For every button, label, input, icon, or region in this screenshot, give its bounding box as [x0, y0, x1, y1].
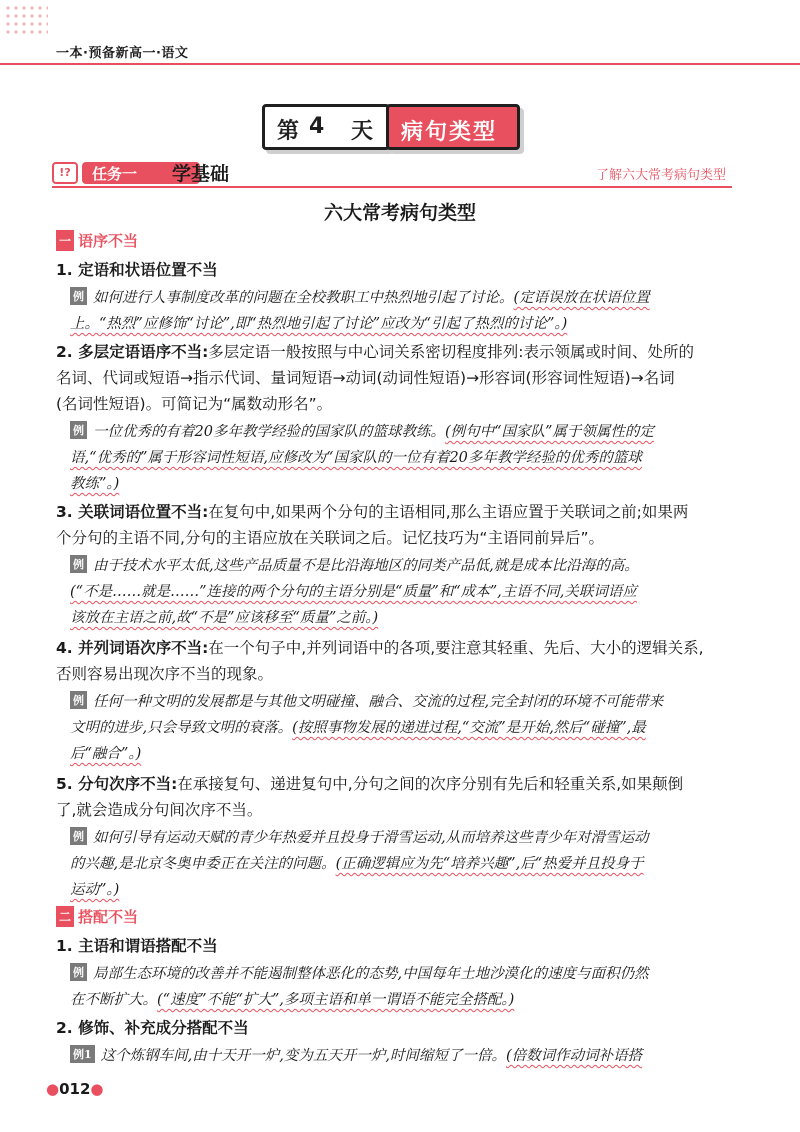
example-tag: 例 — [70, 421, 87, 439]
example-tag: 例1 — [70, 1045, 95, 1063]
book-title: 一本·预备新高一·语文 — [56, 46, 189, 61]
section-title: 六大常考病句类型 — [323, 202, 476, 224]
example-line: 文明的进步,只会导致文明的衰落。(按照事物发展的递进过程,“交流”是开始,然后“碰撞”,最 — [70, 720, 646, 736]
example-line: 教练”。) — [70, 476, 120, 492]
day-title-banner — [262, 104, 520, 150]
example-tag: 例 — [70, 287, 87, 305]
example-line: (“不是……就是……”连接的两个分句的主语分别是“质量”和“成本”,主语不同,关联词语应 — [70, 584, 637, 600]
task-name: 学基础 — [172, 163, 230, 185]
example-tag: 例 — [70, 827, 87, 845]
example-line: 例 局部生态环境的改善并不能遏制整体恶化的态势,中国每年土地沙漠化的速度与面积仍然 — [70, 962, 649, 983]
category-number: 二 — [56, 906, 74, 927]
item-title: 1. 主语和谓语搭配不当 — [56, 937, 218, 955]
example-line: 例 如何引导有运动天赋的青少年热爱并且投身于滑雪运动,从而培养这些青少年对滑雪运动 — [70, 826, 649, 847]
item-paragraph-line: (名词性短语)。可简记为“属数动形名”。 — [56, 395, 333, 413]
day-suffix: 天 — [351, 119, 374, 144]
task-label: 任务一 — [92, 165, 138, 183]
example-line: 例1 这个炼钢车间,由十天开一炉,变为五天开一炉,时间缩短了一倍。(倍数词作动词补语搭 — [70, 1044, 642, 1065]
item-paragraph-line: 个分句的主语不同,分句的主语应放在关联词之后。记忆技巧为“主语同前异后”。 — [56, 529, 604, 547]
question-icon: !? — [52, 162, 78, 184]
header-divider — [0, 63, 800, 65]
item-title: 1. 定语和状语位置不当 — [56, 261, 218, 279]
example-tag: 例 — [70, 691, 87, 709]
topic-badge — [386, 104, 520, 150]
topic-title: 病句类型 — [401, 120, 498, 145]
example-line: 例 任何一种文明的发展都是与其他文明碰撞、融合、交流的过程,完全封闭的环境不可能带来 — [70, 690, 663, 711]
example-line: 例 一位优秀的有着20多年教学经验的国家队的篮球教练。(例句中“国家队”属于领属性的定 — [70, 420, 654, 441]
example-tag: 例 — [70, 555, 87, 573]
example-line: 运动”。) — [70, 882, 120, 898]
example-line: 该放在主语之前,故“不是”应该移至“质量”之前。) — [70, 610, 379, 626]
example-line: 例 如何进行人事制度改革的问题在全校教职工中热烈地引起了讨论。(定语误放在状语位置 — [70, 286, 650, 307]
day-prefix: 第 — [277, 119, 300, 144]
task-hint: 了解六大常考病句类型 — [595, 168, 726, 183]
category-label: 搭配不当 — [78, 908, 139, 926]
task-bar — [52, 160, 732, 188]
category-label: 语序不当 — [78, 232, 139, 250]
example-line: 在不断扩大。(“速度”不能“扩大”,多项主语和单一谓语不能完全搭配。) — [70, 992, 515, 1008]
item-paragraph-line: 名词、代词或短语→指示代词、量词短语→动词(动词性短语)→形容词(形容词性短语)→名词 — [56, 369, 675, 387]
item-paragraph-line: 了,就会造成分句间次序不当。 — [56, 801, 263, 819]
item-paragraph-line: 否则容易出现次序不当的现象。 — [56, 665, 274, 683]
item-paragraph: 2. 多层定语语序不当:多层定语一般按照与中心词关系密切程度排列:表示领属或时间、处所的 — [56, 343, 695, 361]
example-line: 语,“优秀的”属于形容词性短语,应修改为“国家队的一位有着20多年教学经验的优秀的篮球 — [70, 450, 642, 466]
day-number: 4 — [309, 114, 325, 139]
example-line: 的兴趣,是北京冬奥申委正在关注的问题。(正确逻辑应为先“培养兴趣”,后“热爱并且投身于 — [70, 856, 644, 872]
example-line: 上。“热烈”应修饰“讨论”,即“热烈地引起了讨论”应改为“引起了热烈的讨论”。) — [70, 316, 568, 332]
item-paragraph: 4. 并列词语次序不当:在一个句子中,并列词语中的各项,要注意其轻重、先后、大小的逻辑关系, — [56, 639, 704, 657]
example-tag: 例 — [70, 963, 87, 981]
example-line: 后“融合”。) — [70, 746, 142, 762]
item-paragraph: 5. 分句次序不当:在承接复句、递进复句中,分句之间的次序分别有先后和轻重关系,如果颠倒 — [56, 775, 684, 793]
page-number: ●012● — [46, 1080, 104, 1098]
task-divider — [52, 186, 732, 188]
item-paragraph: 3. 关联词语位置不当:在复句中,如果两个分句的主语相同,那么主语应置于关联词之前;如果两 — [56, 503, 689, 521]
category-number: 一 — [56, 230, 74, 251]
example-line: 例 由于技术水平太低,这些产品质量不是比沿海地区的同类产品低,就是成本比沿海的高。 — [70, 554, 639, 575]
item-title: 2. 修饰、补充成分搭配不当 — [56, 1019, 249, 1037]
day-badge — [262, 104, 390, 150]
corner-dot-pattern — [4, 4, 48, 38]
category-heading — [56, 230, 138, 250]
category-heading — [56, 906, 138, 926]
